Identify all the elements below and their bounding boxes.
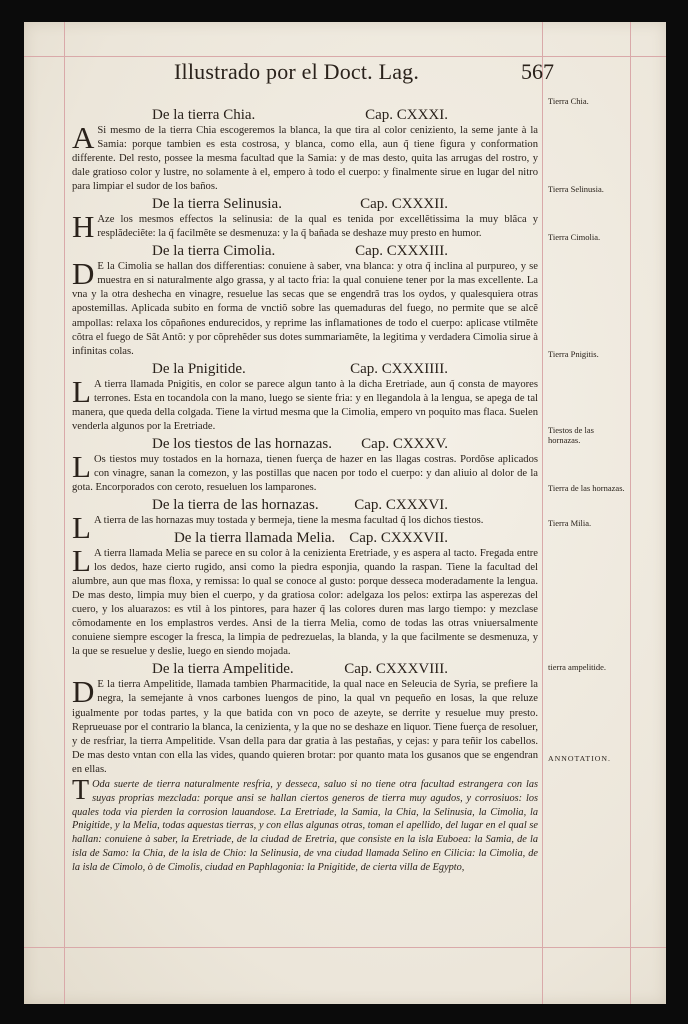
annotation-text xyxy=(72,774,538,875)
running-head: Illustrado por el Doct. Lag. xyxy=(174,59,420,84)
chapter-heading xyxy=(72,435,538,453)
chapter-text xyxy=(72,373,538,434)
drop-cap: T xyxy=(72,774,90,806)
ruled-line-right xyxy=(630,22,631,1004)
chapter-text xyxy=(72,209,538,245)
chapter-title: De la tierra Selinusia. xyxy=(152,196,282,213)
chapter-text xyxy=(72,256,538,358)
chapter-number: Cap. CXXXVIII. xyxy=(344,661,448,678)
chapter-title: De la tierra Cimolia. xyxy=(152,243,276,260)
chapter-title: De los tiestos de las hornazas. xyxy=(152,435,332,452)
drop-cap: D xyxy=(72,256,95,292)
chapter-title: De la Pnigitide. xyxy=(152,360,246,377)
chapter-body: A tierra llamada Pnigitis, en color se parece algun tanto à la dicha Eretriade, aun q̃ consta de mayores terrones. Esta en tocandola con la mano, luego se siente fria: y en llegandola à la lengua, se apega de tal manera, que queda della colgada. Tiene la virtud mesma que la Cimolia, empero vn poquito mas flaca. Suelen venderla algunos por la Eretriade. xyxy=(72,378,538,432)
chapter-number: Cap. CXXXII. xyxy=(360,196,448,213)
chapter-text xyxy=(72,120,538,194)
margin-note: Tierra Milia. xyxy=(548,518,592,528)
chapter-body: A tierra llamada Melia se parece en su color à la cenizienta Eretriade, y es aspera al tacto. Fregada entre los dedos, haze cierto rugido, ansi como la piedra esponjia, quando la raspan. Tiene la facultad del alumbre, aun que mas floxa, y remissa: lo qual se conoce al gusto: porque desseca moderadamente la lengua. De mas desto, limpia muy bien el cuerpo, y da gratiosa color: adelgaza los pelos: extirpa las asperezas del cuero, y los aluarazos: es vtil à los pintores, para hazer q̃ las colores duren mas largo tiempo: y mezclase cõmodamente en los emplastros verdes. Ansi de la tierra Melia, como de todas las otras vniuersalmente conuiene siempre escoger la fresca, la limpia de pedrezuelas, la blanda, y la que facilmente se desmenuza, y la que se resuelue y deslie, luego en siendo mojada. xyxy=(72,548,538,658)
chapter-number: Cap. CXXXVII. xyxy=(349,530,448,547)
chapter-heading xyxy=(72,360,538,378)
chapter-title: De la tierra Chia. xyxy=(152,107,256,123)
chapter-text xyxy=(72,674,538,776)
book-page xyxy=(24,22,666,1004)
chapter-number: Cap. CXXXVI. xyxy=(354,496,448,513)
chapter-body: E la tierra Ampelitide, llamada tambien Pharmacitide, la qual nace en Seleucia de Syria, se prefiere la negra, la semejante à vnos carbones luengos de pino, la qual vn pequeño en losas, la que reluze igualmente por todas partes, y la que batida con vn poco de azeyte, se derrite y resuelue muy presto. Reprueuase por el contrario la blanca, la cenizienta, y la que no se deshaze en liquor. Tiene fuerça de resoluer, y de resfriar, la tierra Ampelitide. Vsan della para dar gratia à las pestañas, y cejas: y para teñir los cabellos. De mas desto vntan con ella las vides, quando quieren brotar: por quanto mata los gusanos que se engendran en ellas. xyxy=(72,679,538,775)
chapter-heading xyxy=(72,496,538,514)
chapter-title: De la tierra llamada Melia. xyxy=(173,530,336,547)
chapter-number: Cap. CXXXIII. xyxy=(355,243,448,260)
chapter-heading xyxy=(94,529,538,547)
margin-note: Tierra Pnigitis. xyxy=(548,349,599,359)
ruled-line-margin xyxy=(542,22,543,1004)
drop-cap: L xyxy=(72,543,91,579)
drop-cap: L xyxy=(72,509,91,545)
chapter-heading xyxy=(72,195,538,213)
chapter-body: Os tiestos muy tostados en la hornaza, tienen fuerça de hazer en las llagas costras. Pordõse aplicados con vinagre, sanan la comezon, y las postillas que nacen por todo el cuerpo: y dan aliuio al dolor de la gota. Encorporados con ceroto, resueluen los lamparones. xyxy=(72,453,538,493)
page-header xyxy=(174,59,554,99)
chapter-number: Cap. CXXXIIII. xyxy=(350,360,448,377)
drop-cap: L xyxy=(72,448,91,484)
margin-note: Tierra Cimolia. xyxy=(548,232,601,242)
drop-cap: D xyxy=(72,674,95,710)
chapter-body: Aze los mesmos effectos la selinusia: de la qual es tenida por excellẽtissima la muy blãca y resplãdeciẽte: la q̃ facilmẽte se desmenuza: y la q̃ bañada se deshaze muy presto en humor. xyxy=(97,214,538,240)
chapter-number: Cap. CXXXI. xyxy=(365,107,448,123)
margin-note: Tierra de las hornazas. xyxy=(548,483,625,493)
drop-cap: A xyxy=(72,120,95,155)
margin-note: Tierra Chia. xyxy=(548,96,589,106)
chapter-title: De la tierra Ampelitide. xyxy=(152,661,294,678)
chapter-body: E la Cimolia se hallan dos differentias: conuiene à saber, vna blanca: y otra q̃ inclina al purpureo, y se muestra en si naturalmente algo grassa, y al tacto fria: la qual conuiene tener por la mas excellente. La vna y la otra deshecha en vinagre, resuelue las secas que se engendrã tras los oydos, y qualesquiera otras apostemillas. Aplicada subito en forma de vnctiõ sobre las quemaduras del fuego, no permite que se alcẽ ampollas: relaxa los cõpañones endurecidos, y reprime las inflamationes de todo el cuerpo: aplicase vtilmẽte cõtra el fuego de Sãt Antõ: y por cõprehẽder sus dotes summariamẽte, la legitima y verdadera Cimolia sirue à infinitas colas. xyxy=(72,261,538,357)
drop-cap: L xyxy=(72,373,91,409)
chapter-heading xyxy=(72,242,538,260)
margin-note: Tierra Selinusia. xyxy=(548,184,604,194)
chapter-number: Cap. CXXXV. xyxy=(361,435,448,452)
ruled-line-left xyxy=(64,22,65,1004)
chapter-heading xyxy=(72,660,538,678)
chapter-heading xyxy=(72,106,538,124)
drop-cap: H xyxy=(72,209,95,245)
margin-note: Tiestos de las hornazas. xyxy=(548,425,594,445)
page-number: 567 xyxy=(521,59,554,84)
chapter-text xyxy=(72,543,538,659)
margin-note: tierra ampelitide. xyxy=(548,662,607,672)
text-block xyxy=(72,106,538,876)
chapter-title: De la tierra de las hornazas. xyxy=(152,496,319,513)
chapter-text xyxy=(72,448,538,495)
margin-note: ANNOTATION. xyxy=(548,754,611,763)
annotation-body: Oda suerte de tierra naturalmente resfria, y desseca, saluo si no tiene otra facultad estrangera con las suyas proprias mezclada: porque ansi se hallan ciertos generos de tierra muy agudos, y corrosiuos: los quales toda via pierden la corrosion lauandose. La Eretriade, la Samia, la Chia, la Selinusia, la Cimolia, la Pnigitide, y la Melia, todas aquestas tierras, y con ellas algunas otras, toman el apellido, del lugar en el qual se hallan: conuiene à saber, la Eretriade, de la ciudad de Eretria, que consiste en la isla Euboea: la Samia, de la isla de Samo: la Chia, de la isla de Chio: la Selinusia, de vna ciudad llamada Selino en Cilicia: la Cimolia, de la isla de Cimolo, ò de Cimolis, ciudad en Paphlagonia: la Pnigitide, de cierta villa de Egypto, xyxy=(72,778,538,874)
chapter-body: Si mesmo de la tierra Chia escogeremos la blanca, la que tira al color ceniziento, la seme jante à la Samia: porque tambien es esta costrosa, y blanca, como ella, aun q̃ tiene figura y conformation differente. Del resto, possee la mesma facultad que la Samia: y de mas desto, quita las arrugas del rostro, y dale gratioso color y lustre, no solamente à el, empero à todo el cuerpo: y finalmente sirue en lugar del nitro para limpiar el sudor de los baños. xyxy=(72,125,538,193)
chapter-body: A tierra de las hornazas muy tostada y bermeja, tiene la mesma facultad q̃ los dichos tiestos. xyxy=(93,514,484,526)
margin-notes xyxy=(548,22,628,1004)
